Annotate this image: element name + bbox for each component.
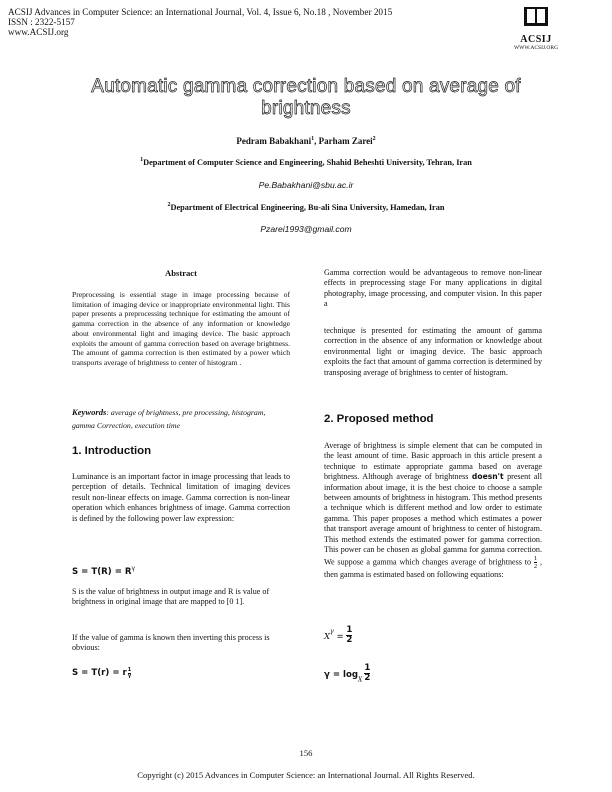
pm-text-a: Average of brightness is simple element that can be computed in the least amount of time. Basic approach in this article present a technique to estimate appropriate gamma based on average brightness. Although average of brightness bbox=[324, 441, 542, 482]
pm-text-c: , then gamma is estimated based on following equations: bbox=[324, 557, 542, 580]
eq3-gamma: γ bbox=[330, 627, 334, 635]
aff-1-sup: 1 bbox=[140, 157, 144, 163]
eq3-num: 1 bbox=[346, 625, 353, 635]
pm-doesnt: doesn't bbox=[471, 472, 504, 482]
authors bbox=[0, 136, 612, 146]
eq4-num: 1 bbox=[364, 663, 371, 673]
eq3-den: 2 bbox=[346, 635, 353, 645]
exp-num: 1 bbox=[127, 667, 132, 673]
equation-2-body: S = T(r) = r bbox=[72, 668, 127, 678]
half-num: 1 bbox=[533, 555, 538, 563]
eq3-x: X bbox=[324, 632, 331, 643]
aff-2-text: Department of Electrical Engineering, Bu-ali Sina University, Hamedan, Iran bbox=[170, 202, 445, 212]
proposed-method-heading: 2. Proposed method bbox=[324, 413, 434, 425]
equation-4 bbox=[324, 664, 542, 683]
author-2-sup: 2 bbox=[372, 136, 376, 142]
page-number: 156 bbox=[299, 748, 313, 758]
eq3-equals: = bbox=[333, 632, 347, 643]
intro-paragraph-2: S is the value of brightness in output image and R is value of brightness in original image that are mapped to [0 1]. bbox=[72, 587, 270, 607]
eq4-sub: X bbox=[358, 676, 363, 684]
author-1: Pedram Babakhani bbox=[236, 136, 312, 146]
logo-url: WWW.ACSIJ.ORG bbox=[513, 45, 559, 51]
keywords-text: : average of brightness, pre processing, histogram, gamma Correction, execution time bbox=[72, 408, 266, 430]
acsij-logo bbox=[508, 6, 564, 51]
copyright: Copyright (c) 2015 Advances in Computer Science: an International Journal. All Rights Reserved. bbox=[137, 770, 475, 780]
abstract-text: Preprocessing is essential stage in image processing because of limitation of imaging device or inappropriate environmental light. This paper presents a preprocessing technique for estimating the amount of gamma correction in the absence of any information or knowledge about environmental light and imaging device. The basic approach exploits the amount of gamma correction based on average brightness. The amount of gamma correction is then estimated by a power which transports average of brightness to center of histogram . bbox=[72, 290, 290, 367]
equation-1-gamma: γ bbox=[131, 565, 136, 572]
right-paragraph-2: technique is presented for estimating the amount of gamma correction in the absence of any information or knowledge about environmental light or imaging device. The basic approach exploits the fact that amount of gamma correction is determined by transposing average of brightness to center of histogram. bbox=[324, 326, 542, 377]
logo-name: ACSIJ bbox=[520, 34, 552, 45]
equation-3 bbox=[324, 626, 542, 645]
equation-1-body: S = T(R) = R bbox=[72, 566, 132, 577]
keywords-label: Keywords bbox=[72, 407, 107, 417]
paper-title: Automatic gamma correction based on average of brightness bbox=[91, 76, 521, 119]
eq4-den: 2 bbox=[364, 673, 371, 683]
half-den: 2 bbox=[533, 563, 538, 571]
author-separator: , bbox=[314, 136, 319, 146]
equation-2 bbox=[72, 668, 290, 679]
keywords bbox=[72, 406, 290, 432]
aff-1-text: Department of Computer Science and Engineering, Shahid Beheshti University, Tehran, Iran bbox=[143, 157, 472, 167]
abstract-heading: Abstract bbox=[165, 268, 197, 278]
email-2: Pzarei1993@gmail.com bbox=[260, 224, 352, 234]
exp-den: γ bbox=[127, 673, 132, 679]
eq4-lhs: γ = log bbox=[324, 670, 359, 681]
intro-paragraph-3: If the value of gamma is known then inverting this process is obvious: bbox=[72, 633, 270, 653]
site-line: www.ACSIJ.org bbox=[8, 27, 69, 38]
intro-paragraph-1: Luminance is an important factor in image processing that leads to perception of details. Technical limitation of imaging devices result non-linear effects on image. Gamma correction is non-linear operation which enhances brightness of image. Gamma correction is defined by the following power law expression: bbox=[72, 472, 290, 523]
affiliation-2 bbox=[0, 202, 612, 212]
affiliation-1 bbox=[0, 157, 612, 167]
eq4-fraction bbox=[364, 664, 370, 683]
equation-1 bbox=[72, 565, 290, 577]
equation-2-exponent bbox=[128, 668, 131, 679]
eq3-fraction bbox=[346, 626, 352, 645]
aff-2-sup: 2 bbox=[167, 202, 171, 208]
issn-line: ISSN : 2322-5157 bbox=[8, 17, 75, 28]
book-icon bbox=[522, 6, 550, 28]
email-1: Pe.Babakhani@sbu.ac.ir bbox=[258, 180, 354, 190]
right-paragraph-1: Gamma correction would be advantageous to remove non-linear effects in preprocessing stage For many applications in digital photography, image processing, and computer vision. In this paper a bbox=[324, 268, 542, 309]
author-1-sup: 1 bbox=[311, 136, 315, 142]
pm-text-b: present all information about image, it is the best choice to choose a sample between amounts of brightness in histogram. This method presents a technique which is different method and low order to estimate gamma. This paper proposes a method which estimates a power that transport average amount of brightness to center of histogram. This method extends the estimated power for gamma correction. This power can be chosen as global gamma for gamma correction. We suppose a gamma which changes average of brightness to bbox=[324, 472, 542, 567]
journal-header bbox=[8, 7, 392, 38]
intro-heading: 1. Introduction bbox=[72, 445, 152, 457]
proposed-method-paragraph bbox=[324, 441, 542, 581]
journal-line: ACSIJ Advances in Computer Science: an International Journal, Vol. 4, Issue 6, No.18 , November 2015 bbox=[8, 7, 393, 17]
author-2: Parham Zarei bbox=[318, 136, 373, 146]
